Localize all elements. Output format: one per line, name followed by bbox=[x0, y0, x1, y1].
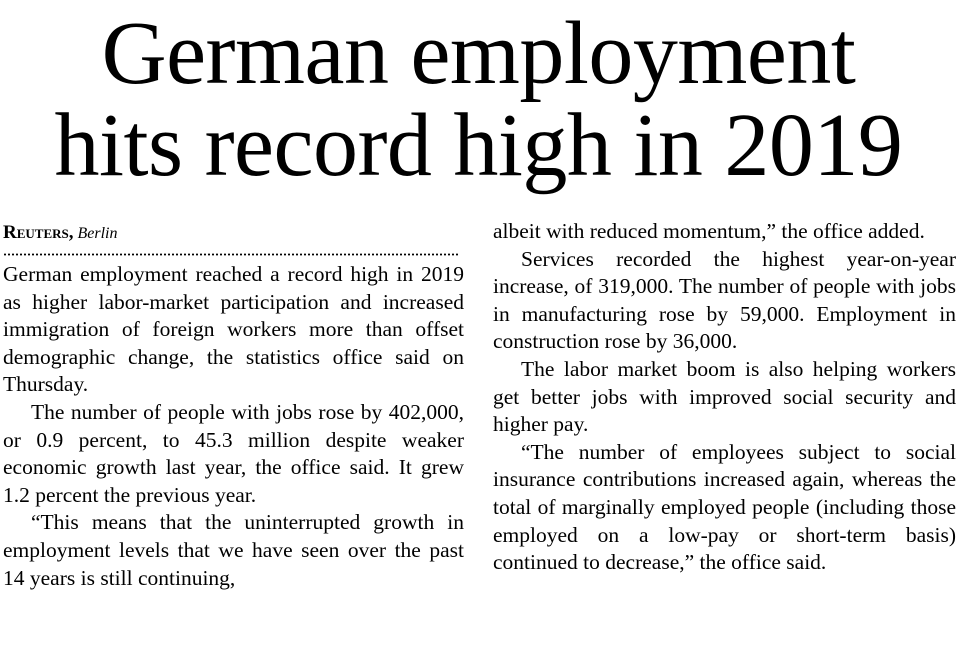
byline bbox=[3, 218, 464, 245]
headline bbox=[0, 4, 957, 195]
paragraph: German employment reached a record high in 2019 as higher labor-market participation and increased immigration of foreign workers more than offset demographic change, the statistics office said on Thursday. bbox=[3, 262, 464, 397]
paragraph: Services recorded the highest year-on-year increase, of 319,000. The number of people with jobs in manufacturing rose by 59,000. Employment in construction rose by 36,000. bbox=[493, 246, 956, 354]
paragraph: The number of people with jobs rose by 402,000, or 0.9 percent, to 45.3 million despite weaker economic growth last year, the office said. It grew 1.2 percent the previous year. bbox=[3, 399, 464, 507]
byline-agency: Reuters, bbox=[3, 222, 74, 243]
paragraph: The labor market boom is also helping workers get better jobs with improved social security and higher pay. bbox=[493, 356, 956, 437]
paragraph: “The number of employees subject to social insurance contributions increased again, whereas the total of marginally employed people (including those employed on a low-pay or short-term basis) continued to decrease,” the office said. bbox=[493, 439, 956, 575]
article-column-right bbox=[493, 218, 956, 577]
paragraph: albeit with reduced momentum,” the office added. bbox=[493, 219, 925, 243]
paragraph: “This means that the uninterrupted growth in employment levels that we have seen over the past 14 years is still continuing, bbox=[3, 510, 464, 590]
dotted-divider bbox=[3, 249, 458, 258]
headline-line-2: hits record high in 2019 bbox=[54, 96, 903, 195]
article-column-left bbox=[3, 218, 464, 592]
byline-location: Berlin bbox=[77, 225, 118, 242]
headline-line-1: German employment bbox=[101, 4, 856, 103]
